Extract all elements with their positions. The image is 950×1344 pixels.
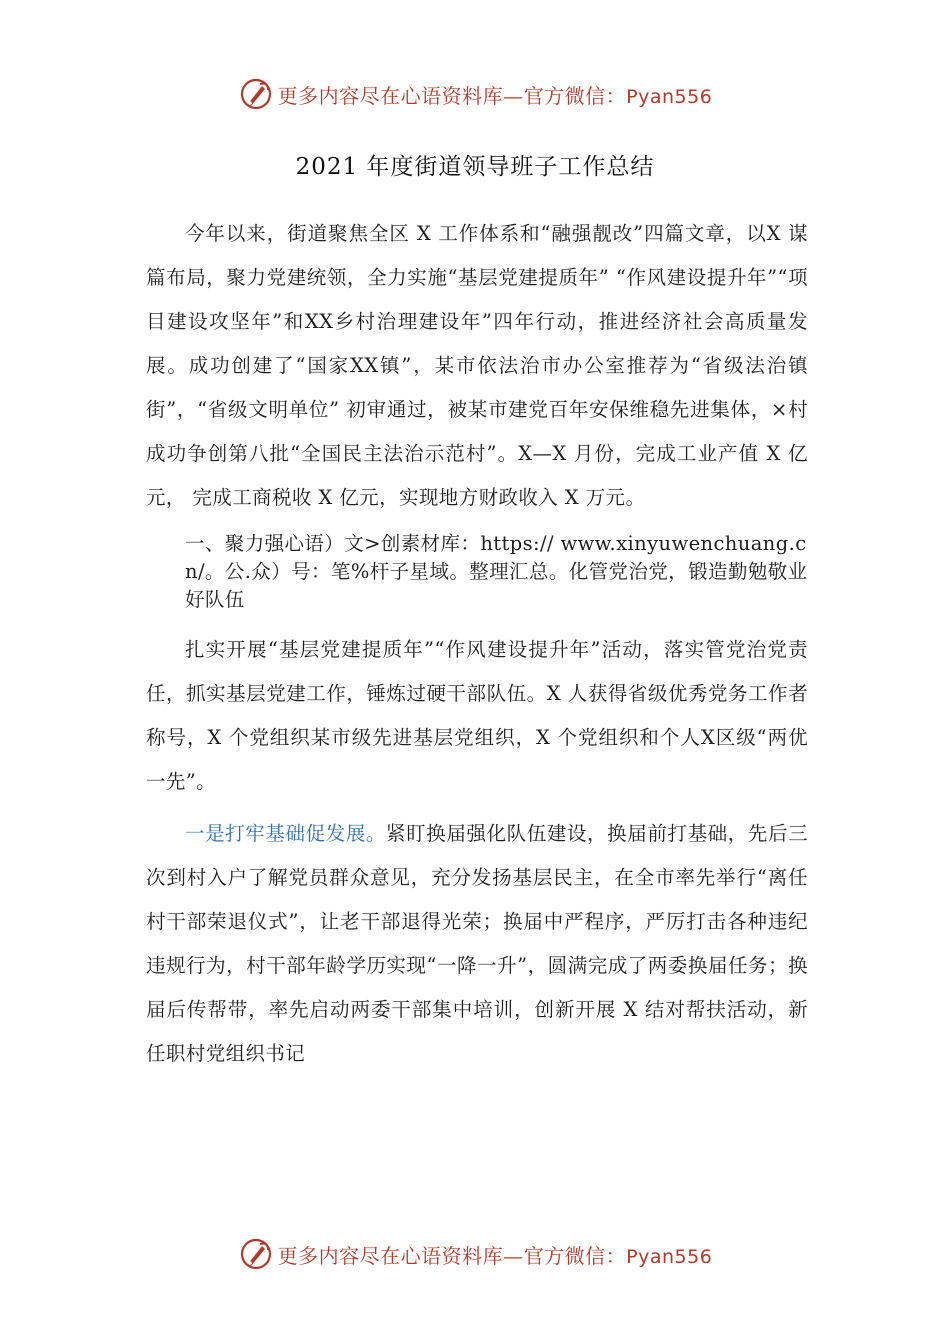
subsection-lead: 一是打牢基础促发展。	[185, 822, 387, 845]
document-body	[146, 212, 808, 1076]
banner-text: 更多内容尽在心语资料库—官方微信：Pyan556	[277, 83, 713, 108]
header-banner	[0, 72, 950, 116]
quill-pen-logo-icon	[238, 1236, 274, 1272]
document-title: 2021 年度街道领导班子工作总结	[295, 154, 655, 180]
subsection-paragraph	[146, 812, 808, 1076]
footer-banner	[0, 1232, 950, 1276]
banner-wechat-handle: Pyan556	[626, 85, 713, 108]
subsection-body: 紧盯换届强化队伍建设，换届前打基础，先后三次到村入户了解党员群众意见，充分发扬基层民主，在全市率先举行“离任村干部荣退仪式”，让老干部退得光荣；换届中严程序，严厉打击各种违纪违规行为，村干部年龄学历实现“一降一升”，圆满完成了两委换届任务；换届后传帮带，率先启动两委干部集中培训，创新开展 X 结对帮扶活动，新任职村党组织书记	[146, 822, 808, 1065]
banner-wechat-handle: Pyan556	[626, 1245, 713, 1268]
quill-pen-logo-icon	[238, 76, 274, 112]
banner-text: 更多内容尽在心语资料库—官方微信：Pyan556	[277, 1243, 713, 1268]
section-heading: 一、聚力强心语）文>创素材库：https:// www.xinyuwenchuang.cn/。公.众）号：笔%杆子星域。整理汇总。化管党治党，锻造勤勉敬业好队伍	[185, 532, 808, 611]
section-paragraph: 扎实开展“基层党建提质年”“作风建设提升年”活动，落实管党治党责任，抓实基层党建工作，锤炼过硬干部队伍。X 人获得省级优秀党务工作者称号，X 个党组织某市级先进基层党组织，X 个党组织和个人X区级“两优一先”。	[146, 638, 808, 793]
intro-paragraph: 今年以来，街道聚焦全区 X 工作体系和“融强靓改”四篇文章，以X 谋篇布局，聚力党建统领，全力实施“基层党建提质年” “作风建设提升年”“项目建设攻坚年”和XX乡村治理建设年”四年行动，推进经济社会高质量发展。成功创建了“国家XX镇”，某市依法治市办公室推荐为“省级法治镇街”，“省级文明单位” 初审通过，被某市建党百年安保维稳先进集体，×村成功争创第八批“全国民主法治示范村”。X—X 月份，完成工业产值 X 亿元， 完成工商税收 X 亿元，实现地方财政收入 X 万元。	[146, 222, 808, 509]
